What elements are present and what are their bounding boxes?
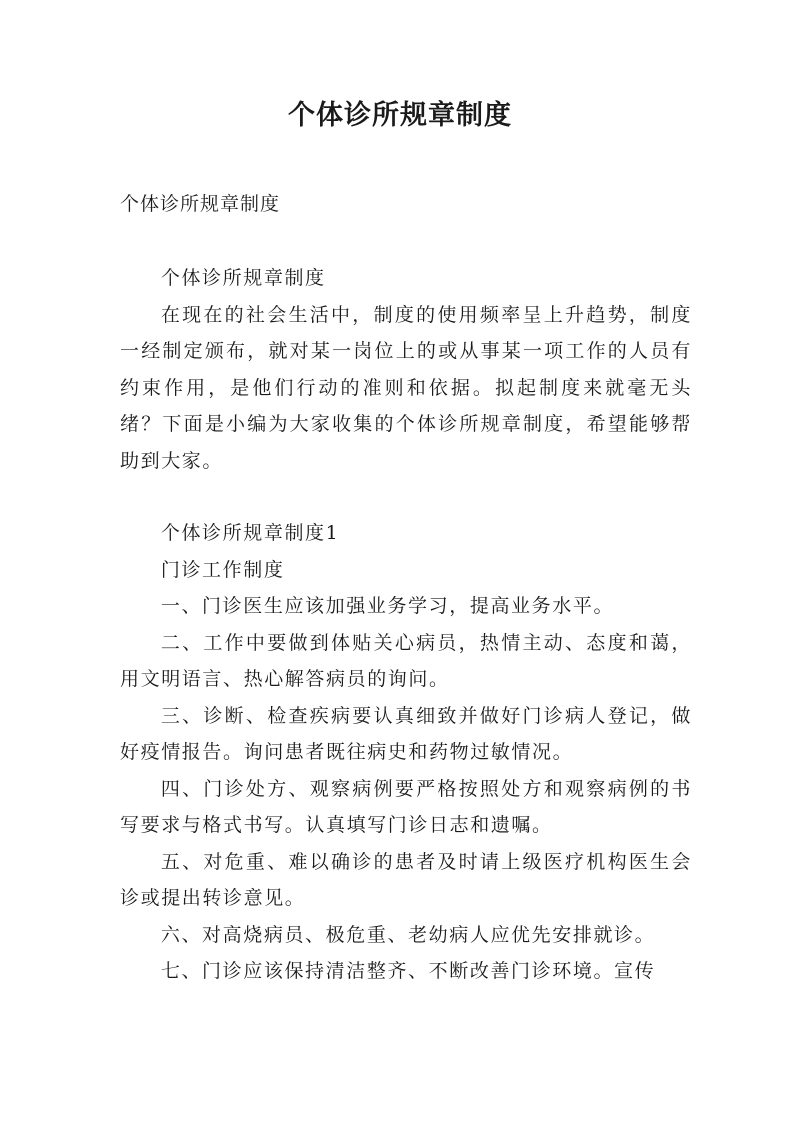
paragraph-gap	[120, 479, 692, 515]
document-title: 个体诊所规章制度	[288, 100, 512, 131]
rule-item: 二、工作中要做到体贴关心病员，热情主动、态度和蔼，用文明语言、热心解答病员的询问。	[120, 631, 692, 690]
rule-item: 四、门诊处方、观察病例要严格按照处方和观察病例的书写要求与格式书写。认真填写门诊日志和遗嘱。	[120, 777, 692, 836]
rule-item: 六、对高烧病员、极危重、老幼病人应优先安排就诊。	[160, 923, 656, 946]
document-body	[120, 260, 692, 990]
document-subtitle: 个体诊所规章制度	[120, 193, 281, 215]
section-heading: 个体诊所规章制度1	[160, 522, 340, 544]
intro-heading: 个体诊所规章制度	[160, 267, 326, 289]
rule-item: 一、门诊医生应该加强业务学习，提高业务水平。	[160, 595, 615, 617]
intro-paragraph: 在现在的社会生活中，制度的使用频率呈上升趋势，制度一经制定颁布，就对某一岗位上的或从事某一项工作的人员有约束作用，是他们行动的准则和依据。拟起制度来就毫无头绪？下面是小编为大家收集的个体诊所规章制度，希望能够帮助到大家。	[120, 303, 692, 472]
section-subheading: 门诊工作制度	[160, 558, 285, 581]
rule-item: 三、诊断、检查疾病要认真细致并做好门诊病人登记，做好疫情报告。询问患者既往病史和药物过敏情况。	[120, 704, 692, 763]
rule-item: 五、对危重、难以确诊的患者及时请上级医疗机构医生会诊或提出转诊意见。	[120, 850, 692, 909]
rule-item: 七、门诊应该保持清洁整齐、不断改善门诊环境。宣传	[160, 960, 656, 982]
